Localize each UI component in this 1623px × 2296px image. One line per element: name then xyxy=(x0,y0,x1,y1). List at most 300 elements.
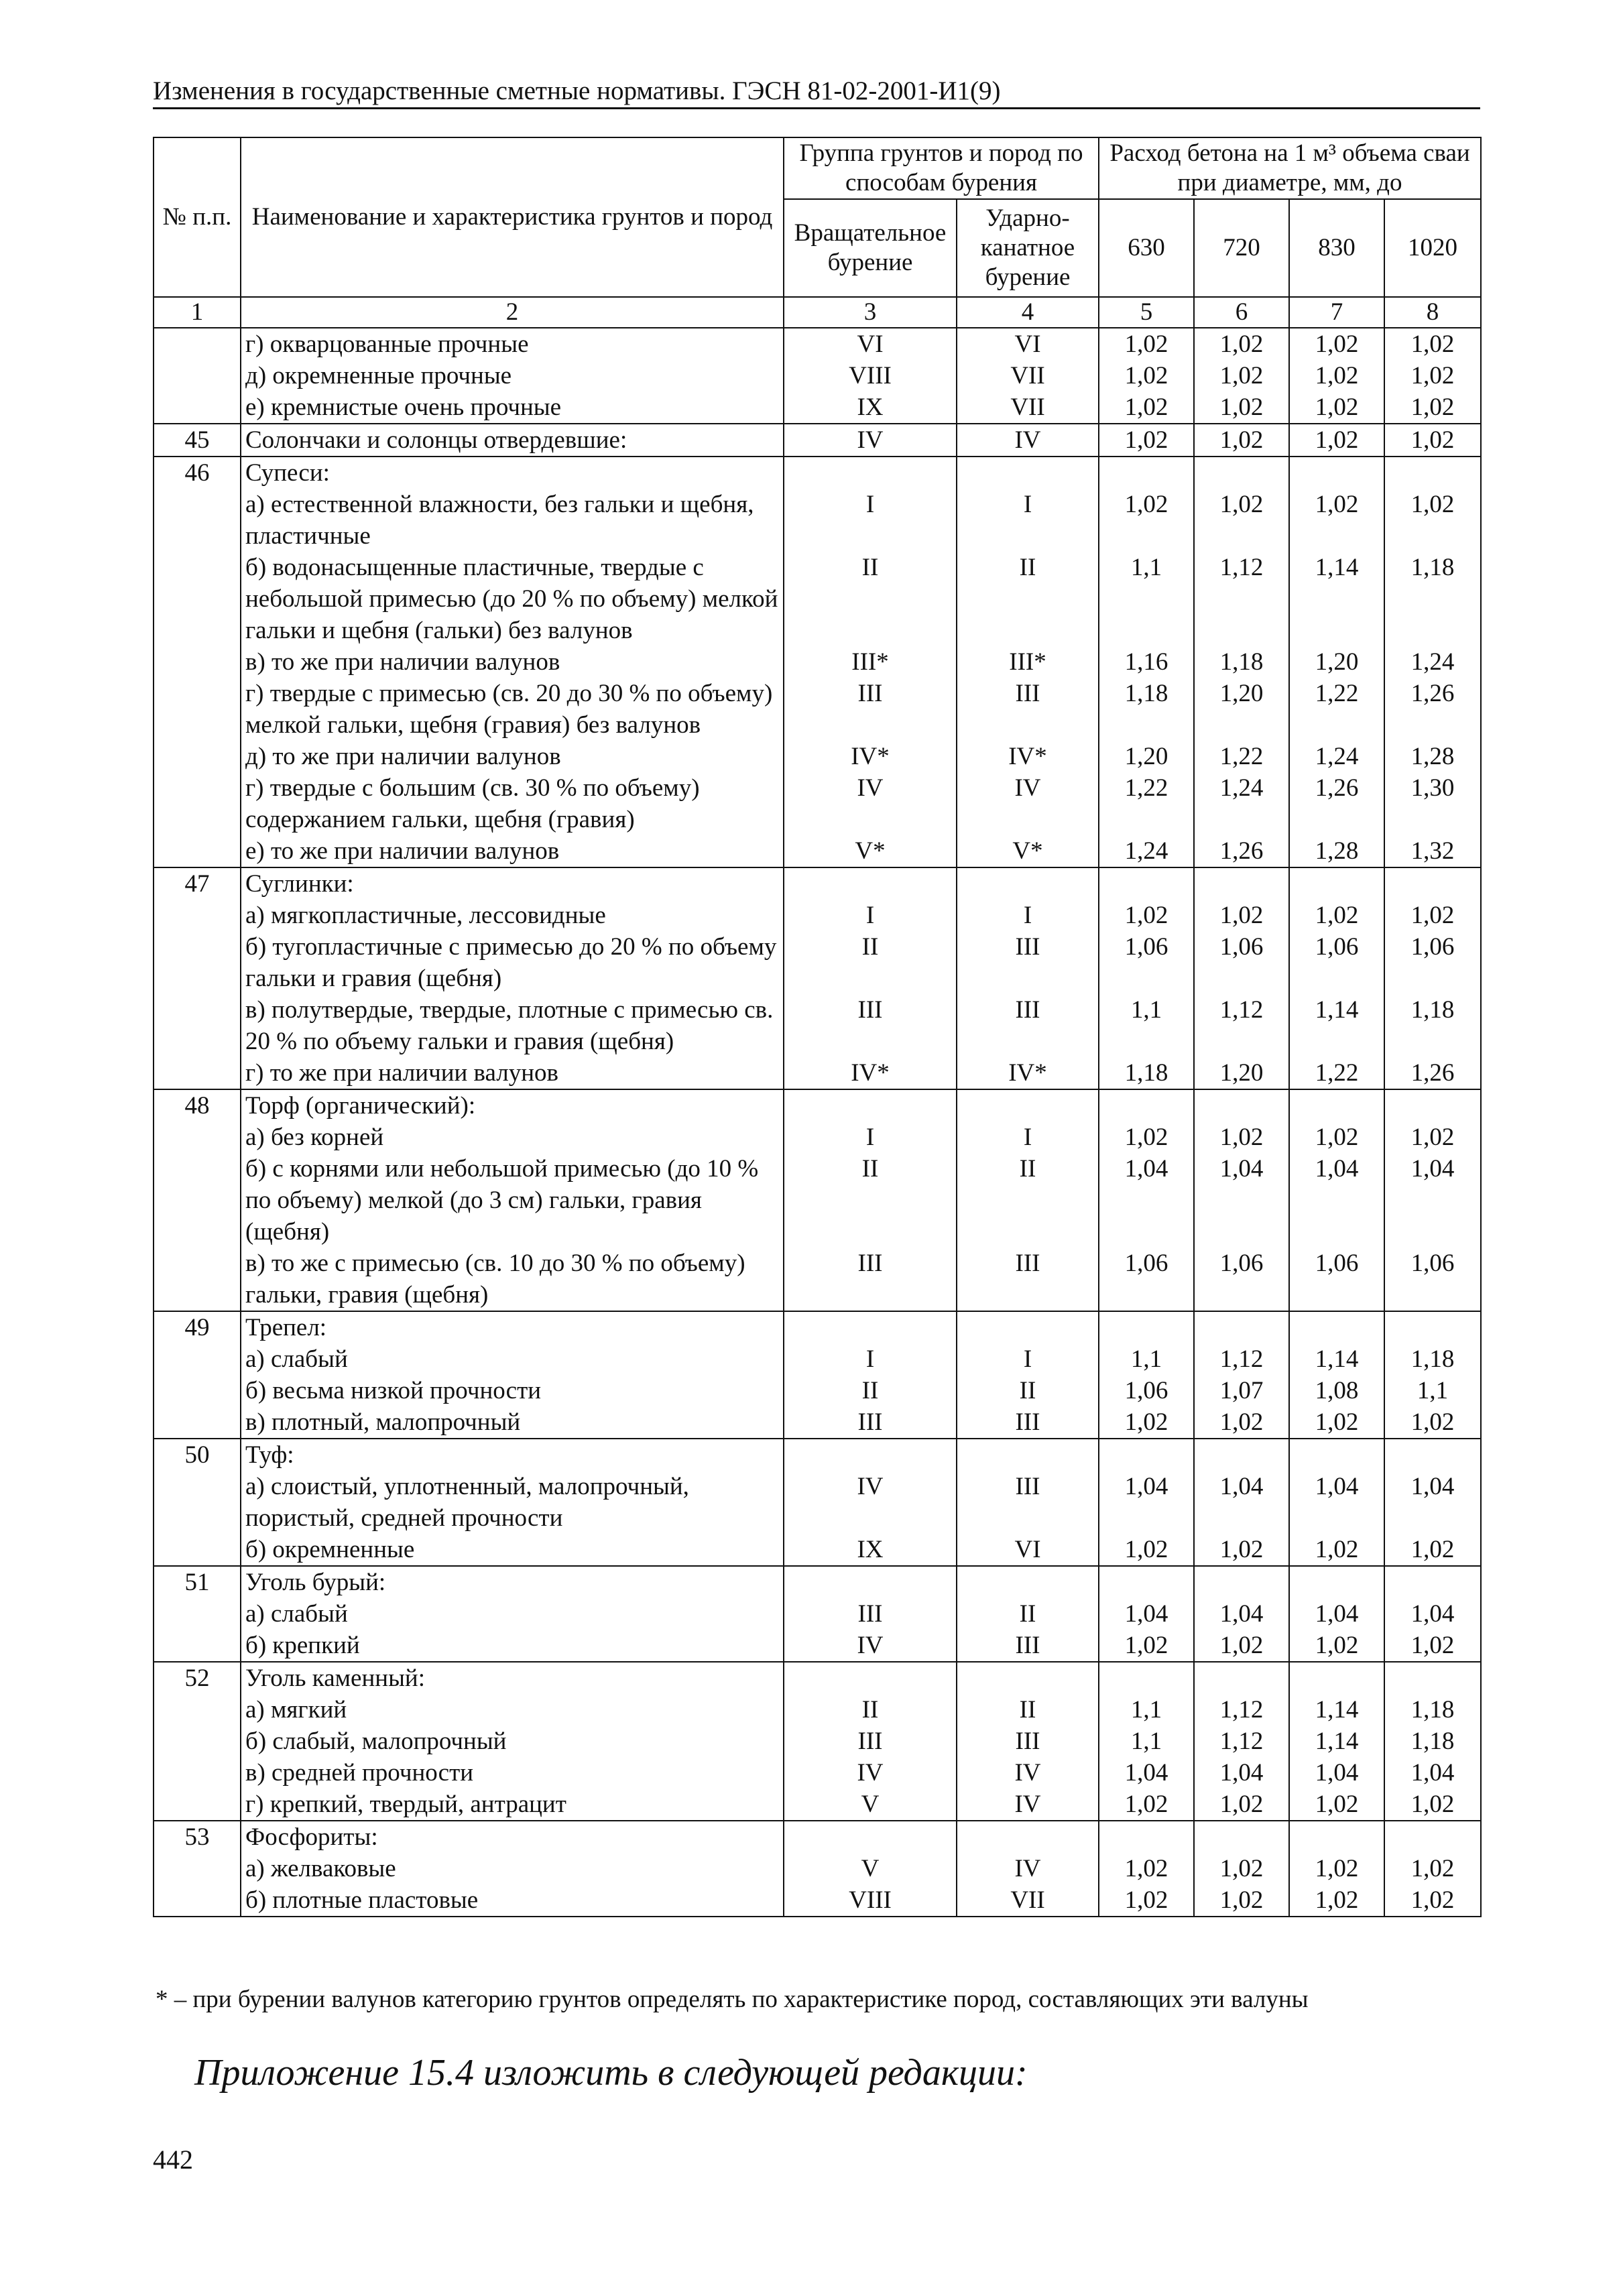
value-1020: 1,02 xyxy=(1384,1534,1481,1566)
page-number: 442 xyxy=(153,2144,193,2175)
value-830: 1,08 xyxy=(1289,1375,1384,1406)
value-830: 1,02 xyxy=(1289,1884,1384,1917)
percussion-group xyxy=(957,1089,1099,1122)
row-number: 53 xyxy=(154,1821,241,1853)
rotary-group: VIII xyxy=(784,360,957,391)
value-830: 1,02 xyxy=(1289,1122,1384,1153)
table-row xyxy=(154,678,1481,741)
rotary-group: III xyxy=(784,1598,957,1630)
value-1020: 1,26 xyxy=(1384,678,1481,741)
soil-description: Суглинки: xyxy=(241,867,784,900)
header-group: Группа грунтов и пород по способам бурения xyxy=(784,137,1099,199)
value-720: 1,20 xyxy=(1194,678,1289,741)
value-630: 1,18 xyxy=(1099,678,1194,741)
value-720: 1,06 xyxy=(1194,1248,1289,1311)
soil-description: а) без корней xyxy=(241,1122,784,1153)
table-row xyxy=(154,1662,1481,1694)
value-830 xyxy=(1289,1821,1384,1853)
value-830: 1,02 xyxy=(1289,900,1384,931)
table-row xyxy=(154,1375,1481,1406)
value-1020 xyxy=(1384,1439,1481,1471)
row-number xyxy=(154,1694,241,1726)
percussion-group: IV* xyxy=(957,1057,1099,1089)
soil-description: г) окварцованные прочные xyxy=(241,328,784,360)
percussion-group: III xyxy=(957,1406,1099,1439)
value-630: 1,1 xyxy=(1099,552,1194,646)
value-830: 1,04 xyxy=(1289,1757,1384,1789)
value-1020: 1,02 xyxy=(1384,424,1481,457)
soil-description: б) с корнями или небольшой примесью (до 10 % по объему) мелкой (до 3 см) гальки, гравия (щебня) xyxy=(241,1153,784,1248)
value-720: 1,02 xyxy=(1194,1406,1289,1439)
value-1020: 1,18 xyxy=(1384,994,1481,1057)
value-720: 1,18 xyxy=(1194,646,1289,678)
value-830: 1,02 xyxy=(1289,1853,1384,1884)
soil-description: в) то же при наличии валунов xyxy=(241,646,784,678)
value-630: 1,02 xyxy=(1099,328,1194,360)
table-row xyxy=(154,457,1481,489)
value-630: 1,20 xyxy=(1099,741,1194,772)
percussion-group: I xyxy=(957,1343,1099,1375)
percussion-group xyxy=(957,1439,1099,1471)
percussion-group: IV xyxy=(957,1789,1099,1821)
column-index: 7 xyxy=(1289,297,1384,328)
value-630: 1,02 xyxy=(1099,1789,1194,1821)
table-row xyxy=(154,1122,1481,1153)
row-number xyxy=(154,772,241,835)
row-number xyxy=(154,931,241,994)
rotary-group xyxy=(784,1311,957,1343)
row-number xyxy=(154,1789,241,1821)
percussion-group: III xyxy=(957,1630,1099,1662)
table-row xyxy=(154,1853,1481,1884)
rotary-group xyxy=(784,1566,957,1598)
rotary-group: IX xyxy=(784,391,957,424)
value-720: 1,02 xyxy=(1194,424,1289,457)
value-1020: 1,06 xyxy=(1384,931,1481,994)
rotary-group: IV xyxy=(784,1630,957,1662)
table-row xyxy=(154,424,1481,457)
value-830: 1,02 xyxy=(1289,391,1384,424)
value-720: 1,02 xyxy=(1194,1122,1289,1153)
soil-norms-table xyxy=(153,137,1482,1917)
value-630 xyxy=(1099,1089,1194,1122)
percussion-group: IV xyxy=(957,1757,1099,1789)
percussion-group: II xyxy=(957,1598,1099,1630)
value-830: 1,02 xyxy=(1289,424,1384,457)
soil-description: Солончаки и солонцы отвердевшие: xyxy=(241,424,784,457)
value-1020: 1,02 xyxy=(1384,1406,1481,1439)
value-720: 1,07 xyxy=(1194,1375,1289,1406)
percussion-group: VII xyxy=(957,360,1099,391)
soil-description: Трепел: xyxy=(241,1311,784,1343)
value-630: 1,22 xyxy=(1099,772,1194,835)
value-630: 1,06 xyxy=(1099,1248,1194,1311)
table-row xyxy=(154,1153,1481,1248)
value-720 xyxy=(1194,1311,1289,1343)
value-720: 1,06 xyxy=(1194,931,1289,994)
percussion-group: I xyxy=(957,489,1099,552)
value-1020: 1,1 xyxy=(1384,1375,1481,1406)
rotary-group: II xyxy=(784,931,957,994)
value-720: 1,26 xyxy=(1194,835,1289,867)
value-1020: 1,30 xyxy=(1384,772,1481,835)
soil-description: а) слоистый, уплотненный, малопрочный, пористый, средней прочности xyxy=(241,1471,784,1534)
row-number xyxy=(154,489,241,552)
row-number: 46 xyxy=(154,457,241,489)
appendix-note: Приложение 15.4 изложить в следующей редакции: xyxy=(194,2052,1028,2094)
value-1020: 1,32 xyxy=(1384,835,1481,867)
value-830: 1,22 xyxy=(1289,678,1384,741)
rotary-group xyxy=(784,867,957,900)
percussion-group xyxy=(957,1662,1099,1694)
value-720 xyxy=(1194,867,1289,900)
value-1020: 1,04 xyxy=(1384,1471,1481,1534)
soil-description: г) твердые с большим (св. 30 % по объему) содержанием гальки, щебня (гравия) xyxy=(241,772,784,835)
value-720: 1,02 xyxy=(1194,1534,1289,1566)
soil-description: а) желваковые xyxy=(241,1853,784,1884)
value-1020 xyxy=(1384,1662,1481,1694)
table-row xyxy=(154,1821,1481,1853)
rotary-group: I xyxy=(784,1122,957,1153)
value-1020: 1,02 xyxy=(1384,391,1481,424)
value-1020 xyxy=(1384,1566,1481,1598)
value-830: 1,20 xyxy=(1289,646,1384,678)
rotary-group: IV* xyxy=(784,1057,957,1089)
value-720: 1,20 xyxy=(1194,1057,1289,1089)
value-720: 1,12 xyxy=(1194,552,1289,646)
soil-description: Туф: xyxy=(241,1439,784,1471)
rotary-group xyxy=(784,1439,957,1471)
value-830 xyxy=(1289,457,1384,489)
percussion-group: V* xyxy=(957,835,1099,867)
footnote: * – при бурении валунов категорию грунтов определять по характеристике пород, составляющих эти валуны xyxy=(156,1986,1309,2013)
value-1020: 1,24 xyxy=(1384,646,1481,678)
soil-description: е) то же при наличии валунов xyxy=(241,835,784,867)
percussion-group: III xyxy=(957,1248,1099,1311)
table-row xyxy=(154,489,1481,552)
value-630: 1,1 xyxy=(1099,1726,1194,1757)
value-1020: 1,06 xyxy=(1384,1248,1481,1311)
value-1020: 1,02 xyxy=(1384,1630,1481,1662)
row-number xyxy=(154,835,241,867)
value-830: 1,04 xyxy=(1289,1471,1384,1534)
value-830: 1,02 xyxy=(1289,360,1384,391)
value-830: 1,14 xyxy=(1289,994,1384,1057)
row-number: 49 xyxy=(154,1311,241,1343)
row-number xyxy=(154,1726,241,1757)
table-row xyxy=(154,1534,1481,1566)
table-row xyxy=(154,328,1481,360)
value-630: 1,16 xyxy=(1099,646,1194,678)
value-630: 1,02 xyxy=(1099,1630,1194,1662)
row-number: 48 xyxy=(154,1089,241,1122)
rotary-group: IV* xyxy=(784,741,957,772)
soil-description: в) средней прочности xyxy=(241,1757,784,1789)
value-830: 1,04 xyxy=(1289,1153,1384,1248)
soil-description: б) окремненные xyxy=(241,1534,784,1566)
table-row xyxy=(154,741,1481,772)
table-row xyxy=(154,1471,1481,1534)
value-1020 xyxy=(1384,867,1481,900)
percussion-group: VII xyxy=(957,1884,1099,1917)
row-number xyxy=(154,1122,241,1153)
value-830 xyxy=(1289,867,1384,900)
rotary-group: I xyxy=(784,489,957,552)
row-number xyxy=(154,1630,241,1662)
percussion-group xyxy=(957,1821,1099,1853)
row-number xyxy=(154,1853,241,1884)
page-header: Изменения в государственные сметные нормативы. ГЭСН 81-02-2001-И1(9) xyxy=(153,75,1480,109)
value-720 xyxy=(1194,1662,1289,1694)
row-number xyxy=(154,360,241,391)
soil-description: б) крепкий xyxy=(241,1630,784,1662)
value-630 xyxy=(1099,1311,1194,1343)
value-720: 1,24 xyxy=(1194,772,1289,835)
value-720 xyxy=(1194,1089,1289,1122)
percussion-group: III xyxy=(957,931,1099,994)
value-630 xyxy=(1099,457,1194,489)
value-830: 1,02 xyxy=(1289,1534,1384,1566)
soil-description: Уголь бурый: xyxy=(241,1566,784,1598)
table-row xyxy=(154,1598,1481,1630)
table-row xyxy=(154,931,1481,994)
value-1020: 1,02 xyxy=(1384,1122,1481,1153)
row-number xyxy=(154,1884,241,1917)
row-number: 45 xyxy=(154,424,241,457)
soil-description: а) мягкий xyxy=(241,1694,784,1726)
value-1020: 1,02 xyxy=(1384,900,1481,931)
table-row xyxy=(154,360,1481,391)
row-number xyxy=(154,391,241,424)
rotary-group: II xyxy=(784,1153,957,1248)
value-720: 1,02 xyxy=(1194,1853,1289,1884)
soil-description: б) тугопластичные с примесью до 20 % по объему гальки и гравия (щебня) xyxy=(241,931,784,994)
soil-description: а) мягкопластичные, лессовидные xyxy=(241,900,784,931)
percussion-group: III* xyxy=(957,646,1099,678)
soil-description: в) плотный, малопрочный xyxy=(241,1406,784,1439)
soil-description: б) весьма низкой прочности xyxy=(241,1375,784,1406)
value-1020: 1,18 xyxy=(1384,552,1481,646)
percussion-group: I xyxy=(957,900,1099,931)
value-630: 1,02 xyxy=(1099,391,1194,424)
value-1020: 1,04 xyxy=(1384,1153,1481,1248)
value-830: 1,04 xyxy=(1289,1598,1384,1630)
value-1020: 1,04 xyxy=(1384,1757,1481,1789)
value-1020 xyxy=(1384,1311,1481,1343)
rotary-group: II xyxy=(784,1375,957,1406)
percussion-group: I xyxy=(957,1122,1099,1153)
rotary-group xyxy=(784,457,957,489)
value-630: 1,24 xyxy=(1099,835,1194,867)
value-630: 1,02 xyxy=(1099,489,1194,552)
value-1020: 1,18 xyxy=(1384,1343,1481,1375)
rotary-group: V xyxy=(784,1853,957,1884)
percussion-group: III xyxy=(957,1726,1099,1757)
rotary-group xyxy=(784,1089,957,1122)
value-1020 xyxy=(1384,1821,1481,1853)
percussion-group: IV xyxy=(957,1853,1099,1884)
value-720: 1,02 xyxy=(1194,328,1289,360)
value-830: 1,02 xyxy=(1289,1406,1384,1439)
value-720: 1,04 xyxy=(1194,1598,1289,1630)
value-1020: 1,02 xyxy=(1384,360,1481,391)
percussion-group: VI xyxy=(957,328,1099,360)
column-index: 6 xyxy=(1194,297,1289,328)
table-row xyxy=(154,835,1481,867)
percussion-group: II xyxy=(957,1375,1099,1406)
value-720: 1,04 xyxy=(1194,1153,1289,1248)
percussion-group: IV xyxy=(957,424,1099,457)
value-830: 1,02 xyxy=(1289,1789,1384,1821)
row-number xyxy=(154,1153,241,1248)
row-number xyxy=(154,1375,241,1406)
value-630: 1,02 xyxy=(1099,424,1194,457)
header-percussion: Ударно-канатное бурение xyxy=(957,199,1099,297)
soil-description: Фосфориты: xyxy=(241,1821,784,1853)
value-720: 1,12 xyxy=(1194,994,1289,1057)
header-num: № п.п. xyxy=(154,137,241,297)
value-630: 1,02 xyxy=(1099,1534,1194,1566)
percussion-group: III xyxy=(957,994,1099,1057)
column-index: 2 xyxy=(241,297,784,328)
rotary-group xyxy=(784,1662,957,1694)
value-720 xyxy=(1194,1439,1289,1471)
value-1020: 1,02 xyxy=(1384,489,1481,552)
value-830 xyxy=(1289,1089,1384,1122)
value-830 xyxy=(1289,1439,1384,1471)
value-630: 1,02 xyxy=(1099,1853,1194,1884)
value-830: 1,14 xyxy=(1289,1694,1384,1726)
value-1020: 1,04 xyxy=(1384,1598,1481,1630)
header-name: Наименование и характеристика грунтов и пород xyxy=(241,137,784,297)
rotary-group xyxy=(784,1821,957,1853)
header-consumption: Расход бетона на 1 м³ объема сваи при диаметре, мм, до xyxy=(1099,137,1481,199)
value-630 xyxy=(1099,1566,1194,1598)
table-row xyxy=(154,1089,1481,1122)
soil-description: а) естественной влажности, без гальки и щебня, пластичные xyxy=(241,489,784,552)
value-630 xyxy=(1099,1439,1194,1471)
value-630: 1,18 xyxy=(1099,1057,1194,1089)
table-row xyxy=(154,1439,1481,1471)
value-720: 1,12 xyxy=(1194,1343,1289,1375)
rotary-group: I xyxy=(784,1343,957,1375)
value-1020 xyxy=(1384,1089,1481,1122)
value-630: 1,04 xyxy=(1099,1471,1194,1534)
header-d1020: 1020 xyxy=(1384,199,1481,297)
value-830: 1,06 xyxy=(1289,931,1384,994)
value-630: 1,1 xyxy=(1099,1694,1194,1726)
rotary-group: III xyxy=(784,1406,957,1439)
percussion-group: II xyxy=(957,1153,1099,1248)
rotary-group: IX xyxy=(784,1534,957,1566)
percussion-group: III xyxy=(957,1471,1099,1534)
row-number xyxy=(154,678,241,741)
column-index: 3 xyxy=(784,297,957,328)
value-720: 1,02 xyxy=(1194,1630,1289,1662)
value-720 xyxy=(1194,1566,1289,1598)
value-630: 1,1 xyxy=(1099,1343,1194,1375)
percussion-group xyxy=(957,1566,1099,1598)
value-830: 1,14 xyxy=(1289,1726,1384,1757)
value-720: 1,02 xyxy=(1194,391,1289,424)
row-number xyxy=(154,1343,241,1375)
table-row xyxy=(154,1566,1481,1598)
value-630: 1,06 xyxy=(1099,931,1194,994)
value-630: 1,02 xyxy=(1099,1884,1194,1917)
soil-description: б) водонасыщенные пластичные, твердые с небольшой примесью (до 20 % по объему) мелкой гальки и щебня (гальки) без валунов xyxy=(241,552,784,646)
table-row xyxy=(154,1248,1481,1311)
table-row xyxy=(154,1694,1481,1726)
table-row xyxy=(154,1757,1481,1789)
row-number: 51 xyxy=(154,1566,241,1598)
value-830: 1,02 xyxy=(1289,1630,1384,1662)
percussion-group: III xyxy=(957,678,1099,741)
percussion-group: II xyxy=(957,552,1099,646)
value-630: 1,04 xyxy=(1099,1153,1194,1248)
rotary-group: IV xyxy=(784,1757,957,1789)
soil-description: г) крепкий, твердый, антрацит xyxy=(241,1789,784,1821)
table-row xyxy=(154,1406,1481,1439)
soil-description: Уголь каменный: xyxy=(241,1662,784,1694)
value-630: 1,02 xyxy=(1099,900,1194,931)
rotary-group: III xyxy=(784,1248,957,1311)
rotary-group: III* xyxy=(784,646,957,678)
table-row xyxy=(154,867,1481,900)
value-720: 1,02 xyxy=(1194,360,1289,391)
value-830: 1,26 xyxy=(1289,772,1384,835)
row-number xyxy=(154,1406,241,1439)
table-row xyxy=(154,1630,1481,1662)
table-row xyxy=(154,391,1481,424)
table-row xyxy=(154,900,1481,931)
row-number xyxy=(154,552,241,646)
percussion-group: IV* xyxy=(957,741,1099,772)
value-830: 1,14 xyxy=(1289,1343,1384,1375)
row-number xyxy=(154,328,241,360)
column-index: 1 xyxy=(154,297,241,328)
table-row xyxy=(154,1726,1481,1757)
value-720: 1,02 xyxy=(1194,489,1289,552)
value-630: 1,02 xyxy=(1099,1122,1194,1153)
value-1020: 1,28 xyxy=(1384,741,1481,772)
value-630: 1,04 xyxy=(1099,1598,1194,1630)
value-630: 1,06 xyxy=(1099,1375,1194,1406)
rotary-group: II xyxy=(784,1694,957,1726)
soil-description: д) то же при наличии валунов xyxy=(241,741,784,772)
rotary-group: V xyxy=(784,1789,957,1821)
rotary-group: III xyxy=(784,678,957,741)
rotary-group: III xyxy=(784,1726,957,1757)
row-number xyxy=(154,1757,241,1789)
column-index-row xyxy=(154,297,1481,328)
rotary-group: IV xyxy=(784,424,957,457)
soil-description: в) полутвердые, твердые, плотные с примесью св. 20 % по объему гальки и гравия (щебня) xyxy=(241,994,784,1057)
value-630 xyxy=(1099,867,1194,900)
value-720: 1,04 xyxy=(1194,1471,1289,1534)
value-720: 1,02 xyxy=(1194,1884,1289,1917)
percussion-group: IV xyxy=(957,772,1099,835)
value-830: 1,02 xyxy=(1289,489,1384,552)
percussion-group: II xyxy=(957,1694,1099,1726)
rotary-group: II xyxy=(784,552,957,646)
table-body xyxy=(154,328,1481,1917)
value-720 xyxy=(1194,457,1289,489)
row-number xyxy=(154,1057,241,1089)
percussion-group xyxy=(957,1311,1099,1343)
column-index: 4 xyxy=(957,297,1099,328)
row-number xyxy=(154,1598,241,1630)
value-720 xyxy=(1194,1821,1289,1853)
